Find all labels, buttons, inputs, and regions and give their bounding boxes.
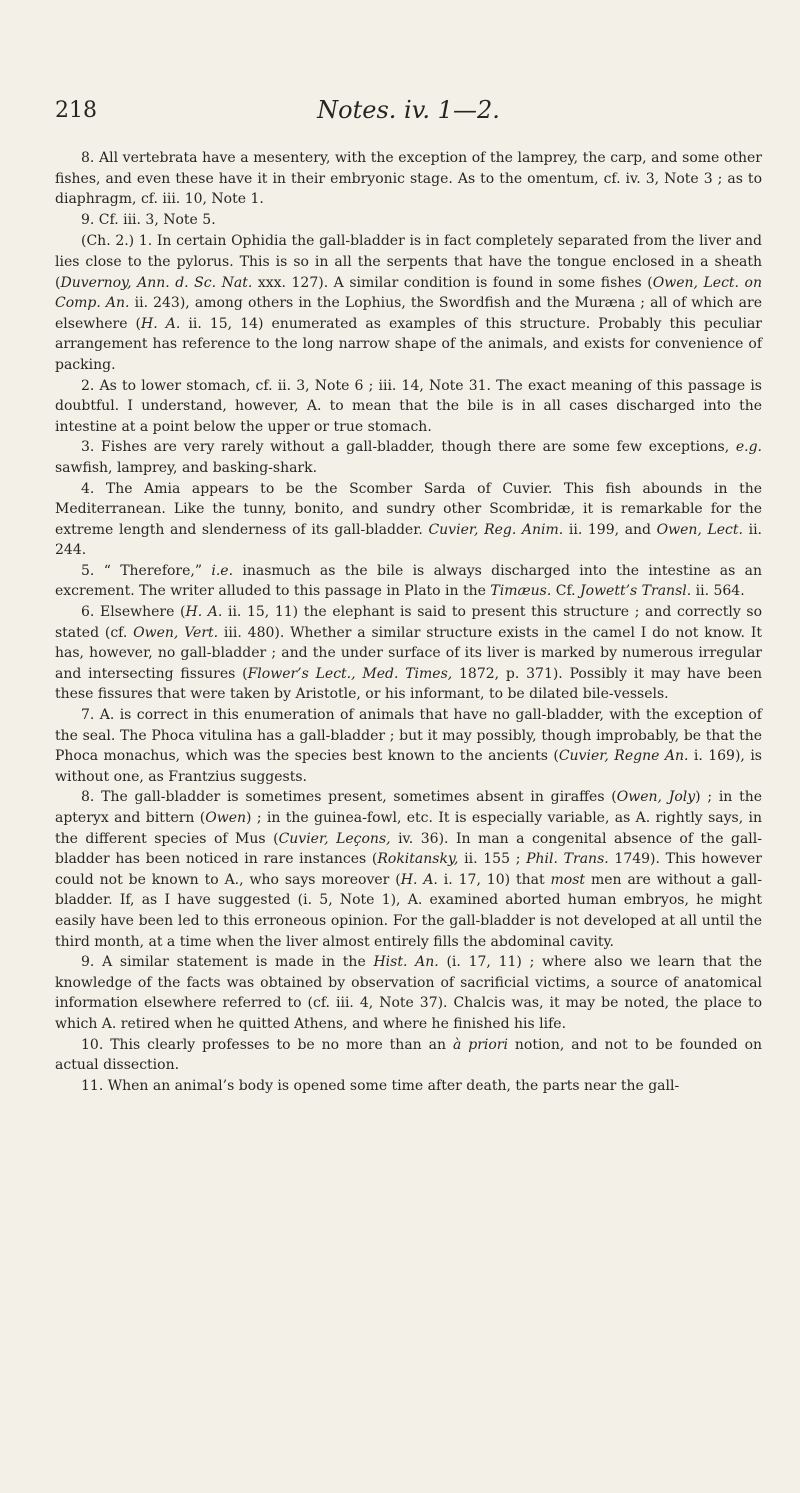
note-paragraph: [55, 1076, 762, 1097]
note-text: 6. Elsewhere (: [81, 604, 186, 621]
note-text: notion, and not to be founded on actual dissection.: [55, 1036, 763, 1074]
note-text: ii. 155 ;: [458, 851, 527, 868]
note-paragraph: [55, 210, 762, 231]
citation-italic: Flower’s Lect., Med. Times,: [247, 665, 453, 682]
citation-italic: Phil. Trans.: [526, 851, 609, 868]
citation-italic: Jowett’s Transl.: [580, 583, 692, 600]
note-paragraph: [55, 787, 762, 952]
citation-italic: e.g.: [735, 439, 762, 456]
note-text: xxx. 127). A similar condition is found in some fishes (: [252, 274, 653, 291]
page-header: [55, 86, 762, 130]
note-paragraph: [55, 1035, 762, 1076]
citation-italic: Owen, Lect. on Comp. An.: [55, 274, 762, 312]
note-paragraph: [55, 602, 762, 705]
note-text: (i. 17, 11) ; where also we learn that the knowledge of the facts was obtained by observation of sacrificial victims, a source of anatomical information elsewhere referred to (cf. iii. 4, Note 37). Chalcis was, it may be noted, the place to which A. retired when he quitted Athens, and where he finished his life.: [55, 954, 763, 1032]
note-text: (Ch. 2.) 1. In certain Ophidia the gall-bladder is in fact completely separated from the liver and lies close to the pylorus. This is so in all the serpents that have the tongue enclosed in a sheath (: [55, 233, 762, 291]
note-text: sawfish, lamprey, and basking-shark.: [55, 459, 318, 476]
citation-italic: Cuvier, Reg. Anim.: [428, 521, 564, 538]
note-text: 5. “ Therefore,”: [81, 562, 212, 579]
note-text: 11. When an animal’s body is opened some time after death, the parts near the gall-: [81, 1077, 680, 1094]
note-text: Cf.: [551, 583, 581, 600]
citation-italic: Owen, Lect.: [656, 521, 743, 538]
note-text: 8. The gall-bladder is sometimes present, sometimes absent in giraffes (: [81, 789, 617, 806]
note-text: ) ; in the apteryx and bittern (: [55, 789, 763, 826]
note-text: 4. The Amia appears to be the Scomber Sarda of Cuvier. This fish abounds in the Mediterranean. Like the tunny, bonito, and sundry other Scombridæ, it is remarkable for the extreme length and slenderness of its gall-bladder.: [55, 480, 762, 538]
citation-italic: à priori: [452, 1036, 508, 1053]
note-text: 1872, p. 371). Possibly it may have been these fissures that were taken by Aristotle, or his informant, to be dilated bile-vessels.: [55, 665, 763, 703]
citation-italic: H. A.: [400, 871, 438, 888]
note-text: 9. A similar statement is made in the: [81, 954, 374, 971]
citation-italic: Owen: [205, 810, 247, 826]
note-text: 3. Fishes are very rarely without a gall-bladder, though there are some few exceptions,: [81, 439, 736, 456]
citation-italic: Cuvier, Regne An.: [558, 748, 689, 765]
citation-italic: Owen, Vert.: [133, 624, 219, 641]
citation-italic: H. A.: [185, 604, 223, 621]
citation-italic: Owen, Joly: [616, 789, 696, 806]
note-paragraph: [55, 705, 762, 787]
note-paragraph: [55, 437, 762, 478]
citation-italic: Timæus.: [490, 583, 552, 600]
citation-italic: i.e.: [211, 562, 234, 579]
citation-italic: Duvernoy, Ann. d. Sc. Nat.: [60, 274, 253, 291]
note-text: men are without a gall-bladder. If, as I have suggested (i. 5, Note 1), A. examined aborted human embryos, he might easily have been led to this erroneous opinion. For the gall-bladder is not developed at all until the third month, at a time when the liver almost entirely fills the abdominal cavity.: [55, 871, 763, 950]
notes-body: [55, 148, 762, 1096]
book-page: [0, 86, 800, 1493]
citation-italic: H. A.: [141, 315, 181, 332]
note-text: ii. 199, and: [563, 521, 657, 538]
citation-italic: most: [550, 871, 586, 888]
note-paragraph: [55, 231, 762, 375]
running-head: Notes. iv. 1—2.: [317, 96, 500, 124]
note-text: i. 169), is without one, as Frantzius suggests.: [55, 748, 762, 785]
citation-italic: Cuvier, Leçons,: [278, 830, 391, 847]
note-text: 1749). This however could not be known to A., who says moreover (: [55, 851, 763, 888]
note-text: ii. 15, 14) enumerated as examples of this structure. Probably this peculiar arrangement has reference to the long narrow shape of the animals, and exists for convenience of packing.: [55, 315, 762, 373]
note-paragraph: [55, 561, 762, 602]
note-text: ) ; in the guinea-fowl, etc. It is especially variable, as A. rightly says, in the different species of Mus (: [55, 810, 763, 847]
citation-italic: Hist. An.: [373, 954, 439, 971]
note-text: 10. This clearly professes to be no more than an: [81, 1036, 453, 1053]
note-text: inasmuch as the bile is always discharged into the intestine as an excrement. The writer alluded to this passage in Plato in the: [55, 562, 762, 600]
citation-italic: Rokitansky,: [377, 851, 459, 868]
note-text: ii. 15, 11) the elephant is said to present this structure ; and correctly so stated (cf.: [55, 604, 762, 641]
note-text: ii. 243), among others in the Lophius, the Swordfish and the Muræna ; all of which are elsewhere (: [55, 295, 762, 332]
note-text: i. 17, 10) that: [437, 871, 551, 888]
note-text: ii. 564.: [691, 583, 745, 600]
note-paragraph: [55, 479, 762, 561]
note-paragraph: [55, 376, 762, 438]
page-number: 218: [55, 98, 97, 123]
note-paragraph: [55, 952, 762, 1034]
note-text: iv. 36). In man a congenital absence of the gall-bladder has been noticed in rare instances (: [55, 830, 762, 868]
note-text: iii. 480). Whether a similar structure exists in the camel I do not know. It has, however, no gall-bladder ; and the under surface of its liver is marked by numerous irregular and intersecting fissures (: [55, 624, 762, 682]
note-text: 8. All vertebrata have a mesentery, with the exception of the lamprey, the carp, and some other fishes, and even these have it in their embryonic stage. As to the omentum, cf. iv. 3, Note 3 ; as to diaphragm, cf. iii. 10, Note 1.: [55, 150, 762, 208]
note-text: 7. A. is correct in this enumeration of animals that have no gall-bladder, with the exception of the seal. The Phoca vitulina has a gall-bladder ; but it may possibly, though improbably, be that the Phoca monachus, which was the species best known to the ancients (: [55, 707, 762, 765]
note-text: ii. 244.: [55, 521, 763, 559]
note-text: 2. As to lower stomach, cf. ii. 3, Note 6 ; iii. 14, Note 31. The exact meaning of this passage is doubtful. I understand, however, A. to mean that the bile is in all cases discharged into the intestine at a point below the upper or true stomach.: [55, 377, 762, 435]
note-paragraph: [55, 148, 762, 210]
note-text: 9. Cf. iii. 3, Note 5.: [81, 211, 216, 228]
